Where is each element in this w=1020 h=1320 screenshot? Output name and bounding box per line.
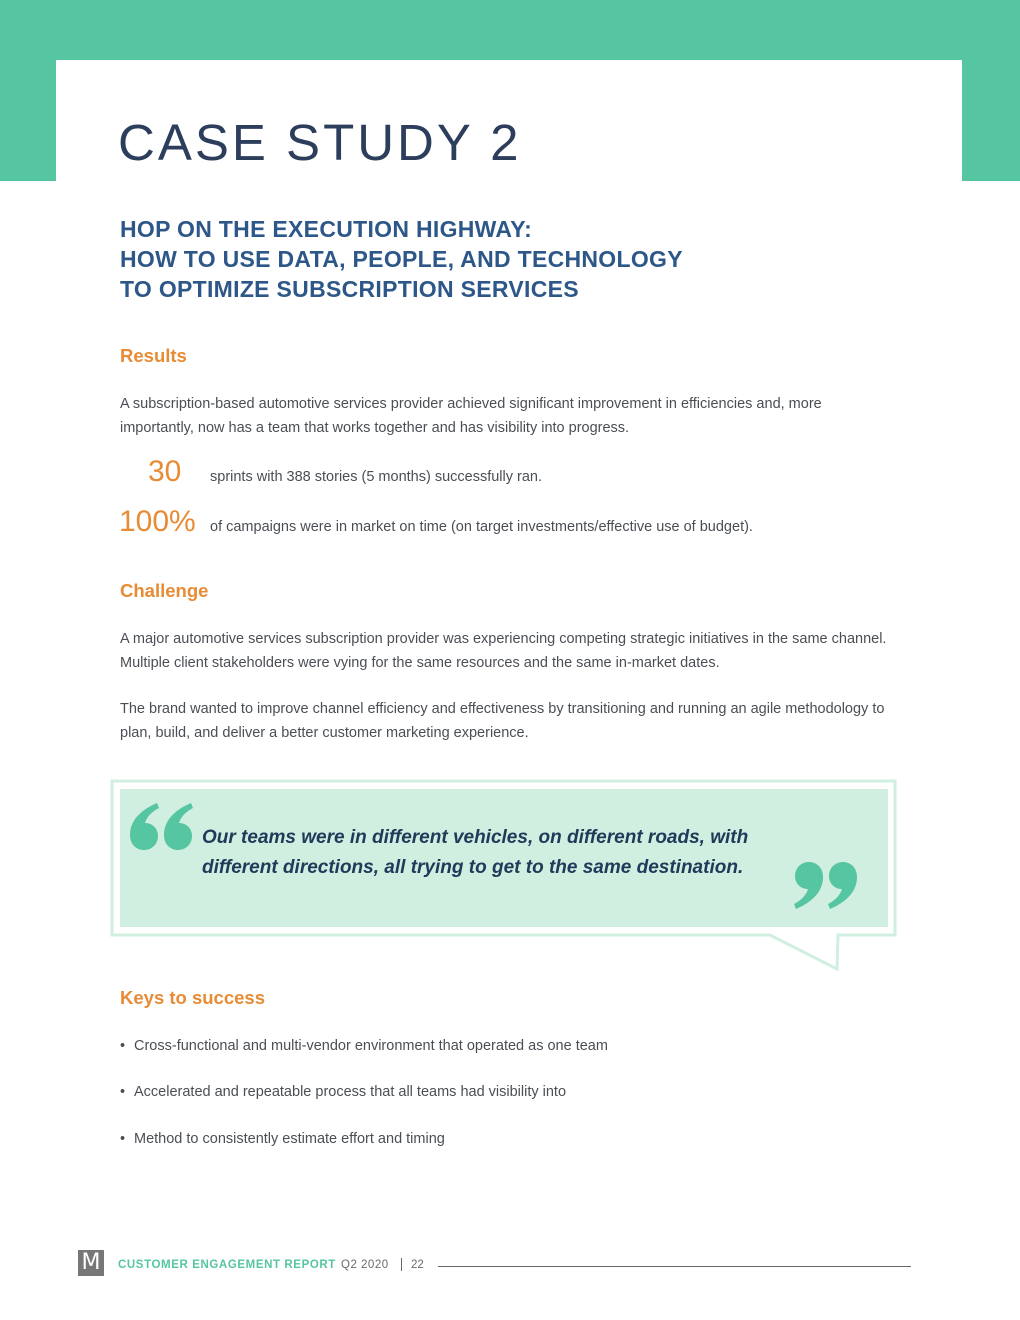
page-number: 22 (411, 1259, 424, 1271)
list-item-text: Accelerated and repeatable process that all teams had visibility into (134, 1084, 567, 1100)
bullet: • (120, 1084, 126, 1100)
headline-line: HOW TO USE DATA, PEOPLE, AND TECHNOLOGY (120, 246, 683, 272)
headline-line: HOP ON THE EXECUTION HIGHWAY: (120, 216, 533, 242)
bullet: • (120, 1131, 126, 1147)
page-footer (0, 1250, 1020, 1280)
company-logo: M (78, 1250, 104, 1276)
list-item (120, 1131, 445, 1147)
stat-campaigns-text: of campaigns were in market on time (on target investments/effective use of budget). (210, 519, 753, 535)
headline-line: TO OPTIMIZE SUBSCRIPTION SERVICES (120, 276, 579, 302)
challenge-paragraph: The brand wanted to improve channel efficiency and effectiveness by transitioning and running an agile methodology to plan, build, and deliver a better customer marketing experience. (120, 701, 885, 741)
case-study-headline (120, 214, 840, 304)
list-item (120, 1038, 608, 1054)
keys-heading: Keys to success (120, 987, 266, 1008)
footer-rule (438, 1266, 911, 1267)
list-item (120, 1084, 566, 1100)
stat-campaigns-number: 100% (119, 505, 196, 538)
quote-line: Our teams were in different vehicles, on different roads, with (202, 827, 749, 848)
footer-period: Q2 2020 (341, 1259, 389, 1271)
stat-sprints-number: 30 (148, 455, 182, 488)
footer-report-label: CUSTOMER ENGAGEMENT REPORT (118, 1259, 336, 1271)
challenge-paragraph: A major automotive services subscription provider was experiencing competing strategic initiatives in the same channel. Multiple client stakeholders were vying for the same resources and the same in-market dates. (120, 631, 887, 671)
stat-sprints-text: sprints with 388 stories (5 months) successfully ran. (210, 469, 543, 485)
quote-text (202, 823, 842, 883)
challenge-heading: Challenge (120, 580, 209, 601)
open-quote-icon (128, 801, 194, 851)
bullet: • (120, 1038, 126, 1054)
results-intro: A subscription-based automotive services provider achieved significant improvement in efficiencies and, more importantly, now has a team that works together and has visibility into progress. (120, 396, 822, 436)
list-item-text: Cross-functional and multi-vendor environment that operated as one team (134, 1038, 608, 1054)
close-quote-icon (793, 861, 859, 911)
results-heading: Results (120, 345, 187, 366)
page-title: CASE STUDY 2 (118, 114, 522, 171)
list-item-text: Method to consistently estimate effort and timing (134, 1131, 445, 1147)
quote-line: different directions, all trying to get to the same destination. (202, 857, 744, 878)
footer-separator (401, 1258, 402, 1271)
